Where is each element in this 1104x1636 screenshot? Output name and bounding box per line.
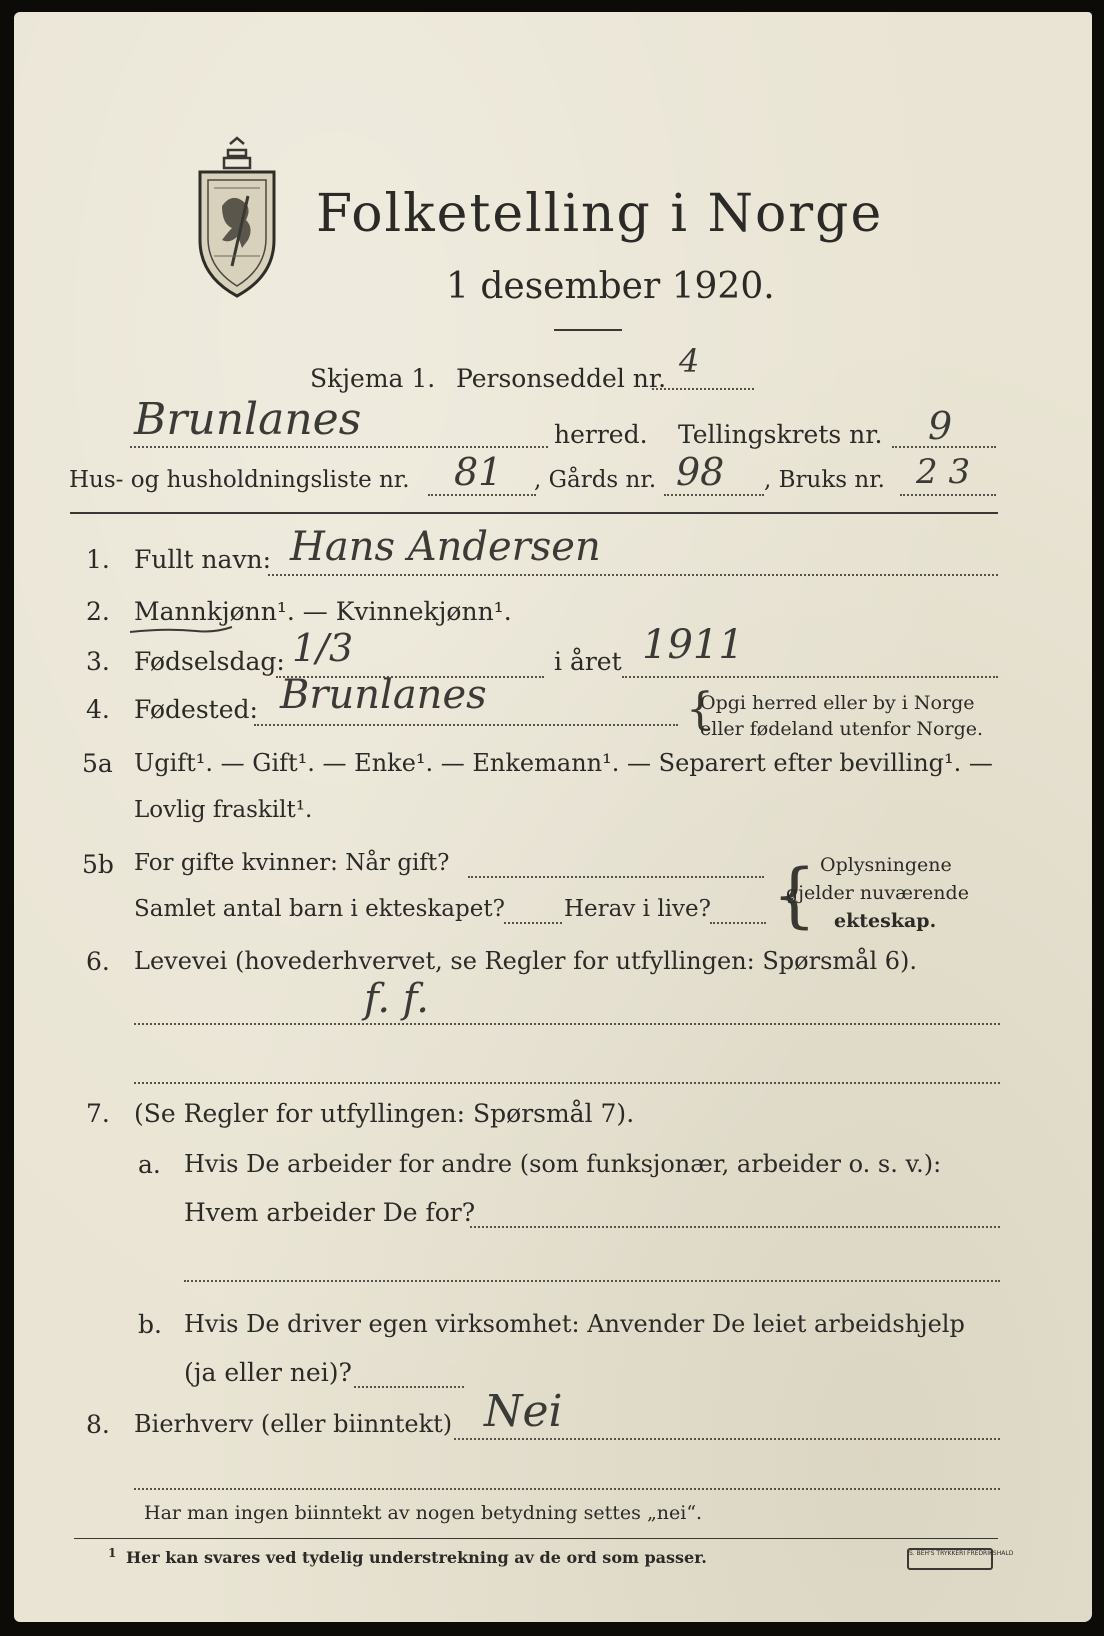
gender-options[interactable]: Mannkjønn¹. — Kvinnekjønn¹. xyxy=(134,597,512,626)
q5b-married-line xyxy=(468,876,764,878)
herred-line xyxy=(130,446,548,448)
footnote-text: Her kan svares ved tydelig understrekning av de ord som passer. xyxy=(126,1548,707,1567)
q4-line xyxy=(254,724,678,726)
q8-line xyxy=(454,1438,1000,1440)
q7a-extra-line xyxy=(184,1280,1000,1282)
footer-note: Har man ingen biinntekt av nogen betydning settes „nei“. xyxy=(144,1502,703,1524)
census-date: 1 desember 1920. xyxy=(446,266,775,307)
norwegian-coat-of-arms-icon xyxy=(192,136,282,302)
q7a-letter: a. xyxy=(138,1150,161,1179)
printer-stamp-text: S. BEH'S TRYKKERI FREDRIKSHALD xyxy=(909,1550,1014,1557)
side-income-value[interactable]: Nei xyxy=(484,1386,563,1437)
title-divider xyxy=(554,329,622,331)
q5b-alive-line xyxy=(710,922,766,924)
bruks-no-line xyxy=(900,494,996,496)
q3-number: 3. xyxy=(86,647,110,676)
mannkjonn-underline-mark xyxy=(126,624,236,638)
q1-line xyxy=(268,574,998,576)
birthplace-value[interactable]: Brunlanes xyxy=(280,672,487,718)
q3-label: Fødselsdag: xyxy=(134,647,285,676)
marital-options[interactable]: Ugift¹. — Gift¹. — Enke¹. — Enkemann¹. — Separert efter bevilling¹. — xyxy=(134,749,993,777)
q7a-line1: Hvis De arbeider for andre (som funksjonær, arbeider o. s. v.): xyxy=(184,1150,942,1178)
q3-year-label: i året xyxy=(554,647,622,676)
q8-number: 8. xyxy=(86,1410,110,1439)
q4-note-brace: { xyxy=(686,684,714,735)
q2-number: 2. xyxy=(86,597,110,626)
q7a-employer-line xyxy=(470,1226,1000,1228)
q7b-line1: Hvis De driver egen virksomhet: Anvender De leiet arbeidshjelp xyxy=(184,1310,965,1338)
printer-stamp xyxy=(907,1548,1014,1570)
q4-note-line2: eller fødeland utenfor Norge. xyxy=(700,718,984,740)
q7b-answer-line xyxy=(354,1386,464,1388)
q4-note-line1: Opgi herred eller by i Norge xyxy=(700,692,975,714)
q5b-line1: For gifte kvinner: Når gift? xyxy=(134,850,450,876)
q7b-line2: (ja eller nei)? xyxy=(184,1358,352,1387)
gards-no-value[interactable]: 98 xyxy=(676,450,725,494)
person-label: Personseddel nr. xyxy=(456,364,667,393)
schema-label: Skjema 1. xyxy=(310,364,436,393)
q7-number: 7. xyxy=(86,1099,110,1128)
q5b-note-brace: { xyxy=(772,854,817,936)
bruks-no-value[interactable]: 2 3 xyxy=(916,452,971,492)
q6-line2 xyxy=(134,1082,1000,1084)
hus-no-value[interactable]: 81 xyxy=(454,450,503,494)
person-no-value[interactable]: 4 xyxy=(679,342,700,380)
hus-no-line xyxy=(428,494,536,496)
q5b-children-line xyxy=(504,922,562,924)
footnote-mark: 1 xyxy=(108,1546,117,1560)
marital-options-line2[interactable]: Lovlig fraskilt¹. xyxy=(134,797,313,823)
birth-day-value[interactable]: 1/3 xyxy=(292,626,354,670)
birth-year-value[interactable]: 1911 xyxy=(642,622,744,668)
q6-line1 xyxy=(134,1023,1000,1025)
full-name-value[interactable]: Hans Andersen xyxy=(290,524,601,570)
q3-year-line xyxy=(622,676,998,678)
q7a-line2: Hvem arbeider De for? xyxy=(184,1198,476,1227)
q5b-number: 5b xyxy=(82,850,114,879)
q5b-line2a: Samlet antal barn i ekteskapet? xyxy=(134,896,505,922)
q7b-letter: b. xyxy=(138,1310,162,1339)
q5b-note-line1: Oplysningene xyxy=(820,854,952,876)
q1-label: Fullt navn: xyxy=(134,545,272,574)
q4-label: Fødested: xyxy=(134,695,258,724)
q5b-note-line3: ekteskap. xyxy=(834,910,937,932)
q1-number: 1. xyxy=(86,545,110,574)
form-title: Folketelling i Norge xyxy=(316,184,884,244)
q7-label: (Se Regler for utfyllingen: Spørsmål 7). xyxy=(134,1099,635,1128)
q6-number: 6. xyxy=(86,947,110,976)
census-form xyxy=(14,12,1092,1622)
q5b-note-line2: gjelder nuværende xyxy=(786,882,969,904)
header-divider xyxy=(70,512,998,514)
gards-label: , Gårds nr. xyxy=(534,467,657,493)
q4-number: 4. xyxy=(86,695,110,724)
gards-no-line xyxy=(664,494,764,496)
herred-value[interactable]: Brunlanes xyxy=(134,394,362,445)
krets-label: Tellingskrets nr. xyxy=(678,420,883,449)
bruks-label: , Bruks nr. xyxy=(764,467,885,493)
q5b-line2b: Herav i live? xyxy=(564,896,711,922)
footer-rule xyxy=(74,1538,998,1539)
q8-extra-line xyxy=(134,1488,1000,1490)
q6-label: Levevei (hovederhvervet, se Regler for utfyllingen: Spørsmål 6). xyxy=(134,947,918,975)
person-no-line xyxy=(652,388,754,390)
hus-label: Hus- og husholdningsliste nr. xyxy=(69,467,410,493)
krets-no-value[interactable]: 9 xyxy=(928,404,953,448)
occupation-value[interactable]: f. f. xyxy=(364,976,429,1022)
q8-label: Bierhverv (eller biinntekt) xyxy=(134,1410,453,1438)
q5a-number: 5a xyxy=(82,749,113,778)
herred-label: herred. xyxy=(554,420,648,449)
